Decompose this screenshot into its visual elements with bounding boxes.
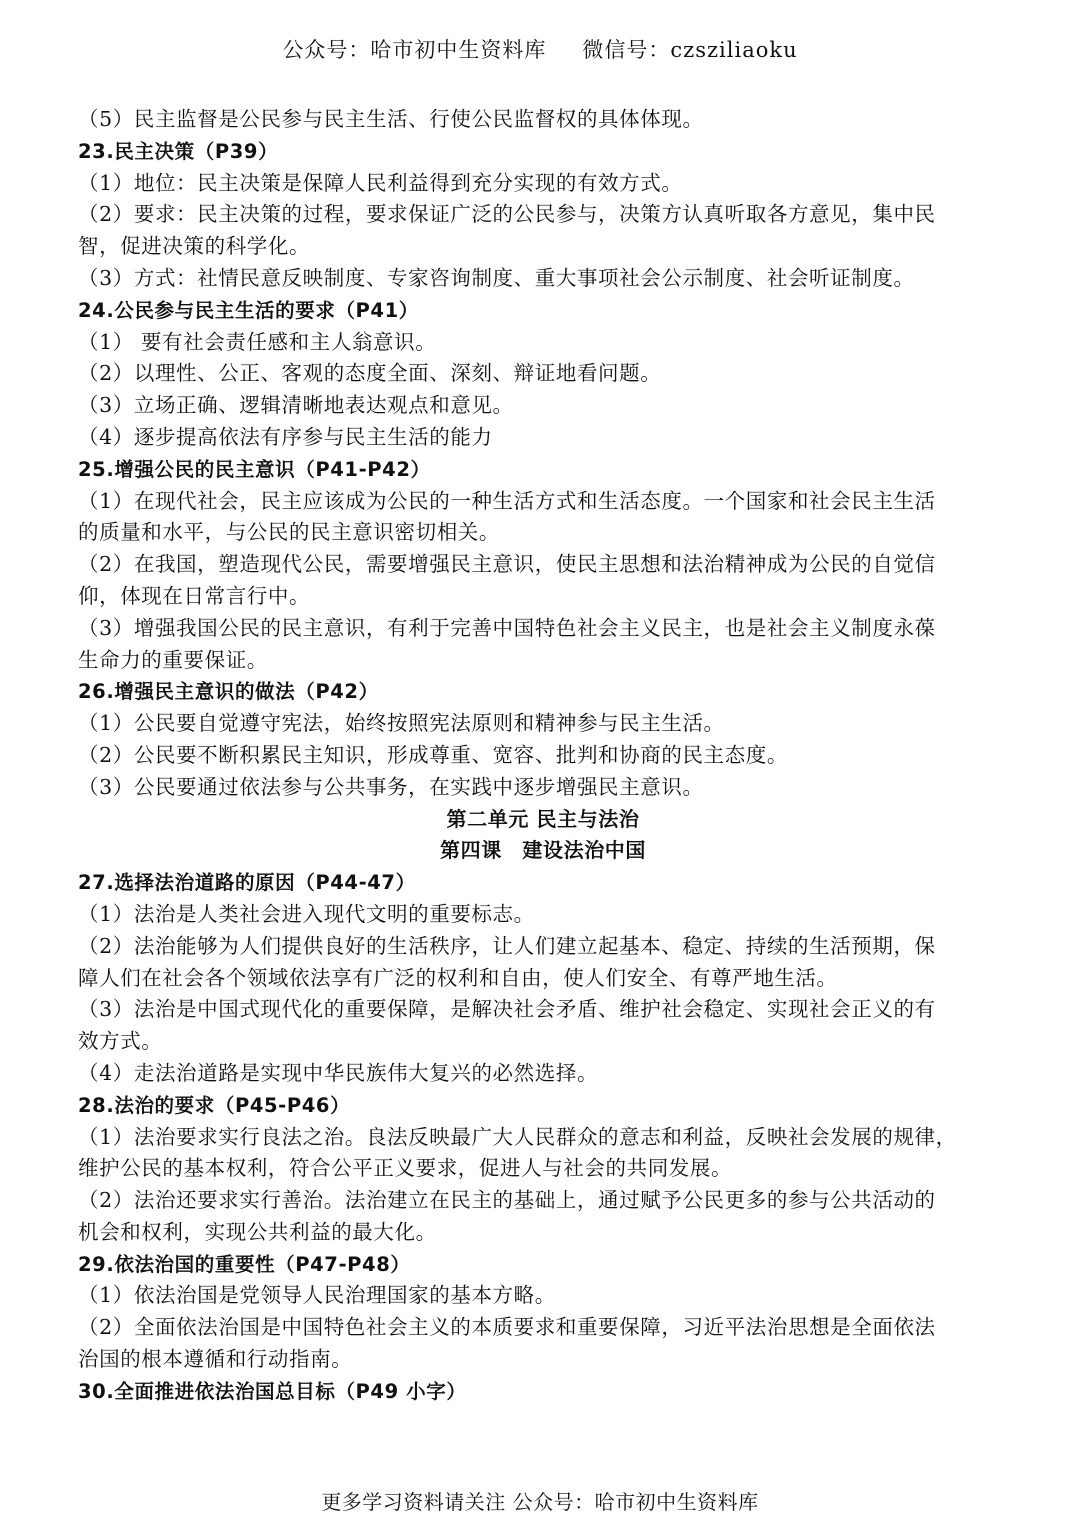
text-line: （3）公民要通过依法参与公共事务，在实践中逐步增强民主意识。 bbox=[78, 774, 704, 799]
page-header bbox=[0, 34, 1080, 64]
document-body bbox=[78, 104, 1008, 1408]
section-heading: 28.法治的要求（P45-P46） bbox=[78, 1093, 351, 1117]
section-heading: 26.增强民主意识的做法（P42） bbox=[78, 680, 379, 704]
text-line: （1）公民要自觉遵守宪法，始终按照宪法原则和精神参与民主生活。 bbox=[78, 711, 725, 736]
text-line: （2）全面依法治国是中国特色社会主义的本质要求和重要保障，习近平法治思想是全面依法 bbox=[78, 1315, 936, 1340]
section-heading: 29.依法治国的重要性（P47-P48） bbox=[78, 1252, 411, 1276]
text-line: 生命力的重要保证。 bbox=[78, 647, 268, 672]
text-line: （3）方式：社情民意反映制度、专家咨询制度、重大事项社会公示制度、社会听证制度。 bbox=[78, 265, 915, 290]
unit-title: 第二单元 民主与法治 bbox=[446, 806, 640, 831]
text-line: （3）法治是中国式现代化的重要保障，是解决社会矛盾、维护社会稳定、实现社会正义的有 bbox=[78, 997, 936, 1022]
text-line: 智，促进决策的科学化。 bbox=[78, 234, 311, 259]
page-footer: 更多学习资料请关注 公众号：哈市初中生资料库 bbox=[321, 1490, 759, 1514]
text-line: 机会和权利，实现公共利益的最大化。 bbox=[78, 1219, 437, 1244]
text-line: （2）法治还要求实行善治。法治建立在民主的基础上，通过赋予公民更多的参与公共活动的 bbox=[78, 1188, 936, 1213]
text-line: （2）在我国，塑造现代公民，需要增强民主意识，使民主思想和法治精神成为公民的自觉信 bbox=[78, 552, 936, 577]
text-line: （2）以理性、公正、客观的态度全面、深刻、辩证地看问题。 bbox=[78, 361, 662, 386]
text-line: 障人们在社会各个领域依法享有广泛的权利和自由，使人们安全、有尊严地生活。 bbox=[78, 965, 838, 990]
text-line: （4）走法治道路是实现中华民族伟大复兴的必然选择。 bbox=[78, 1060, 599, 1085]
text-line: 仰，体现在日常言行中。 bbox=[78, 583, 311, 608]
text-line: （1）在现代社会，民主应该成为公民的一种生活方式和生活态度。一个国家和社会民主生活 bbox=[78, 488, 936, 513]
text-line: （1）依法治国是党领导人民治理国家的基本方略。 bbox=[78, 1283, 556, 1308]
text-line: （5）民主监督是公民参与民主生活、行使公民监督权的具体体现。 bbox=[78, 107, 704, 131]
section-heading: 30.全面推进依法治国总目标（P49 小字） bbox=[78, 1379, 467, 1403]
section-heading: 25.增强公民的民主意识（P41-P42） bbox=[78, 457, 431, 481]
text-line: （1）法治是人类社会进入现代文明的重要标志。 bbox=[78, 901, 535, 926]
text-line: （1） 要有社会责任感和主人翁意识。 bbox=[78, 329, 437, 354]
text-line: （4）逐步提高依法有序参与民主生活的能力 bbox=[78, 424, 493, 449]
header-account: 公众号：哈市初中生资料库 bbox=[282, 38, 547, 62]
header-wechat-id: 微信号：czsziliaoku bbox=[582, 38, 798, 62]
text-line: （1）地位：民主决策是保障人民利益得到充分实现的有效方式。 bbox=[78, 170, 683, 195]
text-line: （2）要求：民主决策的过程，要求保证广泛的公民参与，决策方认真听取各方意见，集中民 bbox=[78, 202, 936, 227]
text-line: （2）法治能够为人们提供良好的生活秩序，让人们建立起基本、稳定、持续的生活预期，保 bbox=[78, 933, 936, 958]
text-line: 效方式。 bbox=[78, 1029, 163, 1054]
text-line: 维护公民的基本权利，符合公平正义要求，促进人与社会的共同发展。 bbox=[78, 1156, 733, 1181]
text-line: （2）公民要不断积累民主知识，形成尊重、宽容、批判和协商的民主态度。 bbox=[78, 742, 788, 767]
section-heading: 23.民主决策（P39） bbox=[78, 139, 279, 163]
text-line: 治国的根本遵循和行动指南。 bbox=[78, 1347, 353, 1372]
text-line: 的质量和水平，与公民的民主意识密切相关。 bbox=[78, 520, 500, 545]
text-line: （1）法治要求实行良法之治。良法反映最广大人民群众的意志和利益，反映社会发展的规律， bbox=[78, 1124, 957, 1149]
unit-title: 第四课 建设法治中国 bbox=[440, 838, 646, 863]
section-heading: 24.公民参与民主生活的要求（P41） bbox=[78, 298, 419, 322]
text-line: （3）增强我国公民的民主意识，有利于完善中国特色社会主义民主，也是社会主义制度永葆 bbox=[78, 615, 936, 640]
text-line: （3）立场正确、逻辑清晰地表达观点和意见。 bbox=[78, 393, 514, 418]
section-heading: 27.选择法治道路的原因（P44-47） bbox=[78, 871, 416, 895]
